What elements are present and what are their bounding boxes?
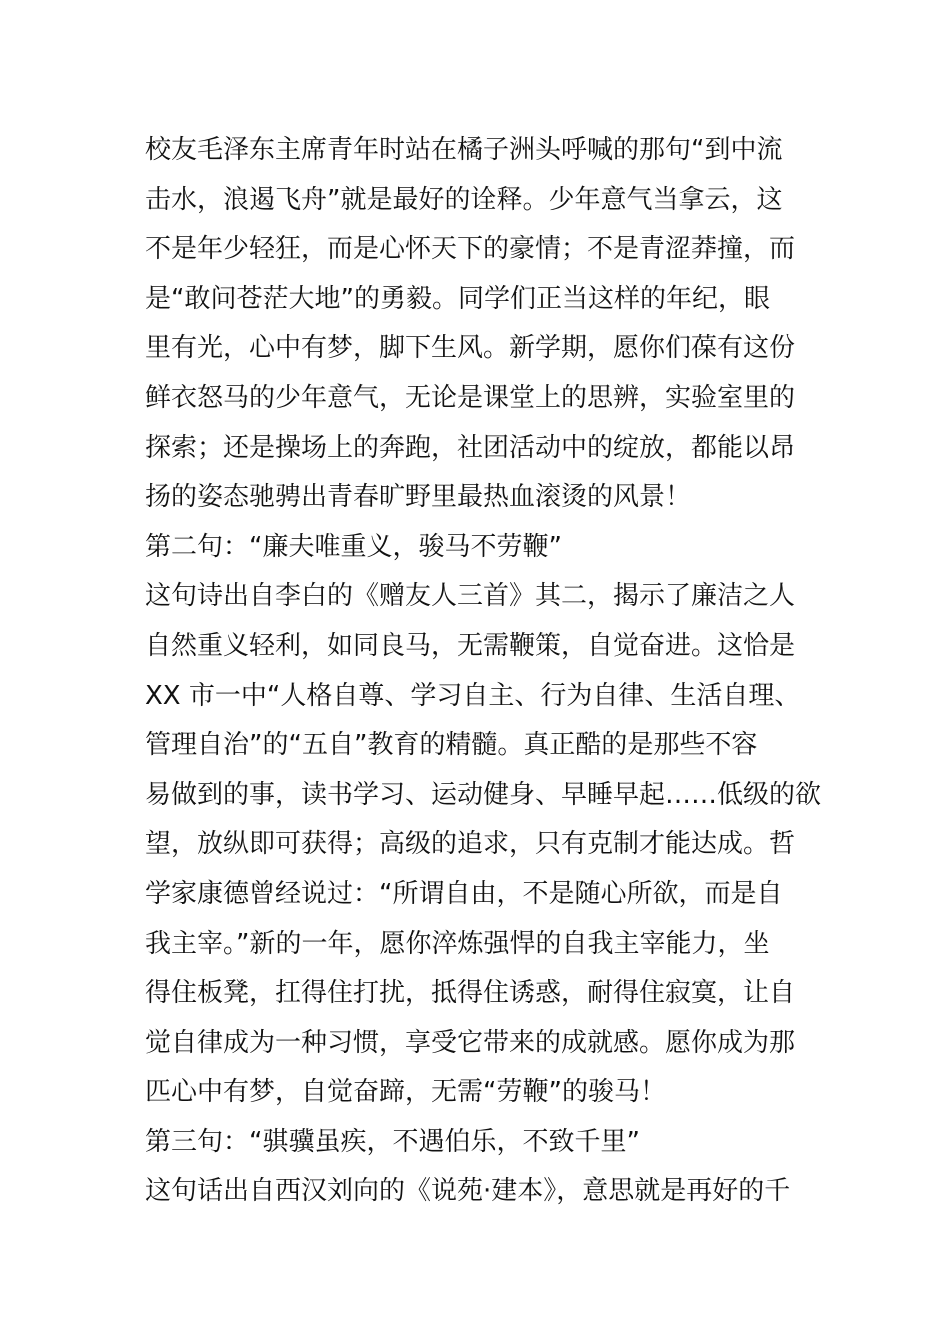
text-line: 扬的姿态驰骋出青春旷野里最热血滚烫的风景！ [145, 482, 692, 513]
text-line: 得住板凳，扛得住打扰，抵得住诱惑，耐得住寂寞，让自 [145, 978, 796, 1009]
text-line: 里有光，心中有梦，脚下生风。新学期，愿你们葆有这份 [145, 333, 796, 364]
text-line: 是“敢问苍茫大地”的勇毅。同学们正当这样的年纪，眼 [145, 283, 770, 314]
text-line: 匹心中有梦，自觉奋蹄，无需“劳鞭”的骏马！ [145, 1077, 666, 1108]
text-line: 探索；还是操场上的奔跑，社团活动中的绽放，都能以昂 [145, 432, 796, 463]
text-line: 这句话出自西汉刘向的《说苑·建本》，意思就是再好的千 [145, 1176, 791, 1207]
text-line: 管理自治”的“五自”教育的精髓。真正酷的是那些不容 [145, 730, 758, 761]
section-heading: 第三句：“骐骥虽疾，不遇伯乐，不致千里” [145, 1126, 640, 1157]
text-line: XX 市一中“人格自尊、学习自主、行为自律、生活自理、 [145, 680, 801, 711]
text-line: 这句诗出自李白的《赠友人三首》其二，揭示了廉洁之人 [145, 581, 796, 612]
text-line: 击水，浪遏飞舟”就是最好的诠释。少年意气当拿云，这 [145, 184, 783, 215]
text-line: 学家康德曾经说过：“所谓自由，不是随心所欲，而是自 [145, 878, 783, 909]
text-line: 望，放纵即可获得；高级的追求，只有克制才能达成。哲 [145, 829, 796, 860]
text-line: 校友毛泽东主席青年时站在橘子洲头呼喊的那句“到中流 [145, 135, 783, 165]
section-heading: 第二句：“廉夫唯重义，骏马不劳鞭” [145, 531, 562, 562]
text-line: 自然重义轻利，如同良马，无需鞭策，自觉奋进。这恰是 [145, 630, 796, 661]
text-line: 觉自律成为一种习惯，享受它带来的成就感。愿你成为那 [145, 1027, 796, 1058]
text-line: 不是年少轻狂，而是心怀天下的豪情；不是青涩莽撞，而 [145, 234, 796, 265]
text-line: 易做到的事，读书学习、运动健身、早睡早起……低级的欲 [145, 779, 822, 810]
text-line: 鲜衣怒马的少年意气，无论是课堂上的思辨，实验室里的 [145, 382, 796, 413]
text-line: 我主宰。”新的一年，愿你淬炼强悍的自我主宰能力，坐 [145, 928, 770, 959]
body-text [145, 126, 825, 1217]
